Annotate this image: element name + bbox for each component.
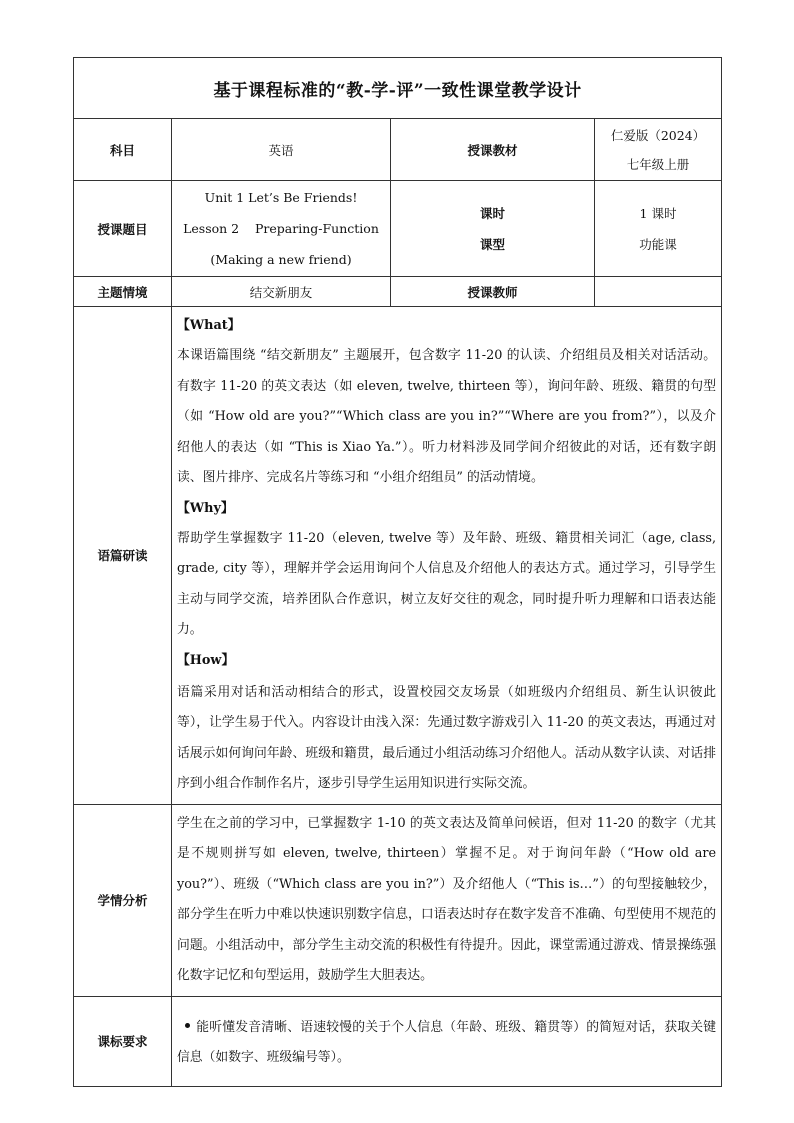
- how-paragraph: 语篇采用对话和活动相结合的形式，设置校园交友场景（如班级内介绍组员、新生认识彼此等），让学生易于代入。内容设计由浅入深：先通过数字游戏引入 11-20 的英文表达，再通过对话展示如何询问年龄、班级和籍贯，最后通过小组活动练习介绍他人。活动从数字认读、对话排序到小组合作制作名片，逐步引导学生运用知识进行实际交流。: [177, 684, 717, 791]
- subject-label: 科目: [74, 119, 172, 181]
- how-heading: 【How】: [177, 652, 235, 668]
- standard-row: [74, 996, 722, 1086]
- learner-label: 学情分析: [74, 804, 172, 996]
- text-study-row: [74, 307, 722, 805]
- standard-label: 课标要求: [74, 996, 172, 1086]
- topic-unit: Unit 1 Let’s Be Friends!: [204, 190, 358, 205]
- period-type-values: [595, 181, 722, 277]
- why-paragraph: 帮助学生掌握数字 11-20（eleven, twelve 等）及年龄、班级、籍贯相关词汇（age, class, grade, city 等），理解并学会运用询问个人信息及介绍他人的表达方式。通过学习，引导学生主动与同学交流，培养团队合作意识，树立友好交往的观念，同时提升听力理解和口语表达能力。: [177, 530, 717, 637]
- standard-content: [172, 996, 722, 1086]
- material-edition: 仁爱版（2024）: [610, 127, 706, 143]
- what-heading: 【What】: [177, 318, 241, 333]
- lesson-plan-table: [73, 57, 722, 1087]
- topic-row: [74, 181, 722, 277]
- type-value: 功能课: [639, 236, 677, 252]
- title-row: [74, 58, 722, 119]
- topic-value: [172, 181, 391, 277]
- material-grade: 七年级上册: [626, 156, 690, 172]
- teacher-value: [595, 277, 722, 307]
- topic-lesson: Lesson 2 Preparing-Function: [183, 221, 379, 236]
- period-label: 课时: [479, 205, 505, 221]
- bullet-icon: [185, 1023, 190, 1028]
- what-paragraph: 本课语篇围绕 “结交新朋友” 主题展开，包含数字 11-20 的认读、介绍组员及相关对话活动。有数字 11-20 的英文表达（如 eleven, twelve, thirteen 等），询问年龄、班级、籍贯的句型（如 “How old are you?”“Which class are you in?”“Where are you from?”），以及介绍他人的表达（如 “This is Xiao Ya.”）。听力材料涉及同学间介绍彼此的对话，还有数字朗读、图片排序、完成名片等练习和 “小组介绍组员” 的活动情境。: [177, 348, 717, 485]
- page-title: 基于课程标准的“教-学-评”一致性课堂教学设计: [74, 58, 722, 119]
- lesson-plan-sheet: [73, 57, 721, 1087]
- learner-row: [74, 804, 722, 996]
- standard-paragraph: 能听懂发音清晰、语速较慢的关于个人信息（年龄、班级、籍贯等）的简短对话，获取关键信息（如数字、班级编号等）。: [177, 1019, 717, 1065]
- learner-paragraph: 学生在之前的学习中，已掌握数字 1-10 的英文表达及简单问候语，但对 11-20 的数字（尤其是不规则拼写如 eleven, twelve, thirteen）掌握不足。对于询问年龄（“How old are you?”）、班级（“Which class are you in?”）及介绍他人（“This is…”）的句型接触较少，部分学生在听力中难以快速识别数字信息，口语表达时存在数字发音不准确、句型使用不规范的问题。小组活动中，部分学生主动交流的积极性有待提升。因此，课堂需通过游戏、情景操练强化数字记忆和句型运用，鼓励学生大胆表达。: [172, 804, 722, 996]
- theme-value: 结交新朋友: [172, 277, 391, 307]
- material-label: 授课教材: [391, 119, 595, 181]
- theme-label: 主题情境: [74, 277, 172, 307]
- period-value: 1 课时: [639, 205, 677, 221]
- period-type-labels: [391, 181, 595, 277]
- subject-row: [74, 119, 722, 181]
- topic-subtitle: (Making a new friend): [210, 252, 352, 267]
- teacher-label: 授课教师: [391, 277, 595, 307]
- type-label: 课型: [479, 236, 505, 252]
- why-heading: 【Why】: [177, 500, 234, 516]
- material-value: [595, 119, 722, 181]
- text-study-label: 语篇研读: [74, 307, 172, 805]
- subject-value: 英语: [172, 119, 391, 181]
- theme-row: [74, 277, 722, 307]
- topic-label: 授课题目: [74, 181, 172, 277]
- text-study-content: [172, 307, 722, 805]
